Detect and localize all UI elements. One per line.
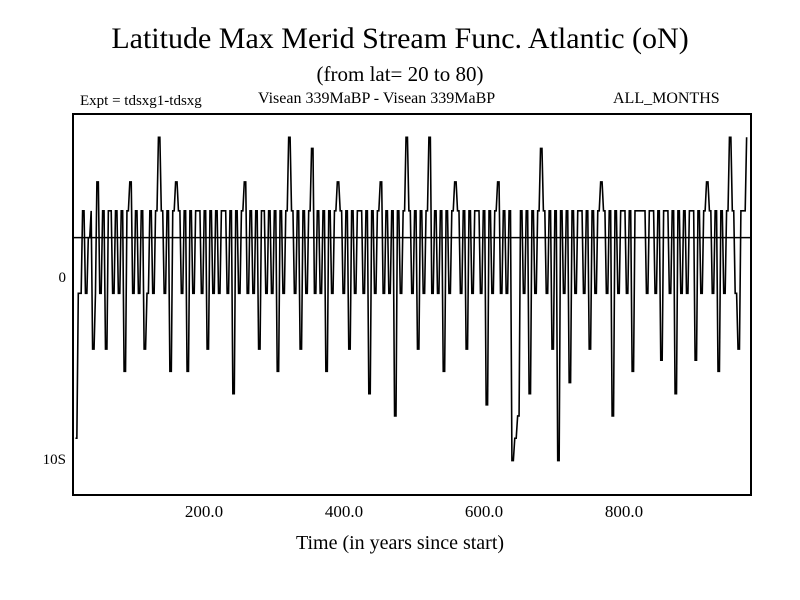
xtick-label-200: 200.0 [184,502,224,521]
series-line [75,137,746,460]
scenario-label: Visean 339MaBP - Visean 339MaBP [258,90,496,107]
timeseries-plot [74,115,750,494]
xtick-label-400: 400.0 [324,502,364,521]
ytick-label-10s: 10S [42,452,66,468]
xtick-label-800: 800.0 [604,502,644,521]
ytick-label-0: 0 [58,270,66,286]
chart-subtitle: (from lat= 20 to 80) [316,62,484,86]
x-axis-label: Time (in years since start) [295,532,505,554]
page-title: Latitude Max Merid Stream Func. Atlantic (oN) [111,22,689,55]
months-label: ALL_MONTHS [613,90,720,107]
experiment-label: Expt = tdsxg1-tdsxg [80,93,202,109]
plot-area [72,113,752,496]
xtick-label-600: 600.0 [464,502,504,521]
